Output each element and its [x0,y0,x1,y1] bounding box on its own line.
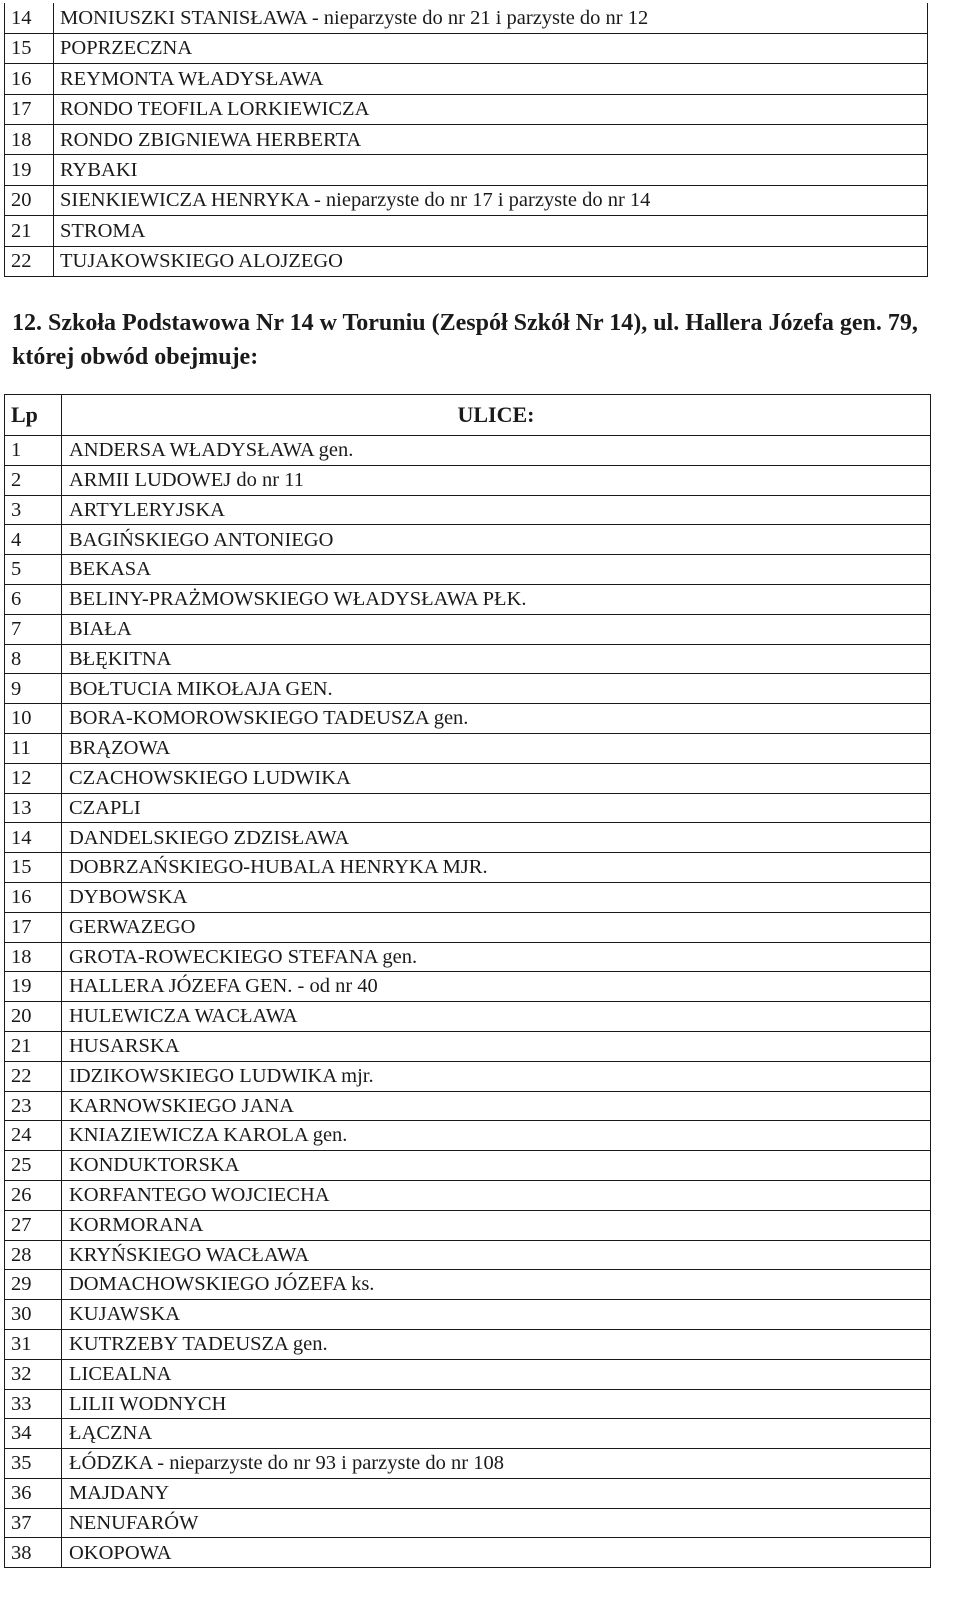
row-number: 32 [5,1359,62,1389]
table-row [5,246,928,276]
street-name: DOBRZAŃSKIEGO-HUBALA HENRYKA MJR. [62,853,931,883]
street-name: RYBAKI [54,155,928,185]
table-row [5,942,931,972]
row-number: 14 [5,3,54,33]
table-row [5,155,928,185]
table-row [5,94,928,124]
row-number: 2 [5,465,62,495]
row-number: 19 [5,972,62,1002]
row-number: 5 [5,555,62,585]
table-row [5,1061,931,1091]
table-row [5,1121,931,1151]
table-row [5,1091,931,1121]
row-number: 4 [5,525,62,555]
table-row [5,1359,931,1389]
street-name: SIENKIEWICZA HENRYKA - nieparzyste do nr 17 i parzyste do nr 14 [54,185,928,215]
table-header-row [5,395,931,436]
table-row [5,823,931,853]
row-number: 25 [5,1151,62,1181]
street-name: RONDO TEOFILA LORKIEWICZA [54,94,928,124]
row-number: 22 [5,246,54,276]
street-name: HUSARSKA [62,1031,931,1061]
row-number: 14 [5,823,62,853]
street-name: BAGIŃSKIEGO ANTONIEGO [62,525,931,555]
table-row [5,1329,931,1359]
street-name: RONDO ZBIGNIEWA HERBERTA [54,125,928,155]
table-row [5,882,931,912]
street-name: HULEWICZA WACŁAWA [62,1002,931,1032]
street-name: HALLERA JÓZEFA GEN. - od nr 40 [62,972,931,1002]
street-table-school-14 [4,394,931,1568]
table-row [5,644,931,674]
street-name: MAJDANY [62,1478,931,1508]
table-row [5,1419,931,1449]
table-row [5,1300,931,1330]
street-name: OKOPOWA [62,1538,931,1568]
header-ulice: ULICE: [62,395,931,436]
table-row [5,584,931,614]
table-row [5,495,931,525]
table-row [5,1389,931,1419]
table-row [5,465,931,495]
table-row [5,912,931,942]
street-name: ŁÓDZKA - nieparzyste do nr 93 i parzyste do nr 108 [62,1449,931,1479]
table-row [5,972,931,1002]
table-row [5,1031,931,1061]
row-number: 19 [5,155,54,185]
street-name: STROMA [54,216,928,246]
row-number: 35 [5,1449,62,1479]
row-number: 30 [5,1300,62,1330]
table-row [5,1508,931,1538]
row-number: 10 [5,704,62,734]
row-number: 3 [5,495,62,525]
street-name: ANDERSA WŁADYSŁAWA gen. [62,436,931,466]
table-row [5,1180,931,1210]
row-number: 11 [5,733,62,763]
table-row [5,64,928,94]
table-row [5,1210,931,1240]
street-name: IDZIKOWSKIEGO LUDWIKA mjr. [62,1061,931,1091]
row-number: 22 [5,1061,62,1091]
table-row [5,1151,931,1181]
row-number: 17 [5,912,62,942]
row-number: 33 [5,1389,62,1419]
street-name: KONDUKTORSKA [62,1151,931,1181]
table-row [5,1240,931,1270]
street-table-continued [4,3,928,277]
table-row [5,185,928,215]
street-name: ARTYLERYJSKA [62,495,931,525]
row-number: 24 [5,1121,62,1151]
row-number: 29 [5,1270,62,1300]
street-name: GROTA-ROWECKIEGO STEFANA gen. [62,942,931,972]
street-name: DOMACHOWSKIEGO JÓZEFA ks. [62,1270,931,1300]
street-name: ŁĄCZNA [62,1419,931,1449]
street-name: KORMORANA [62,1210,931,1240]
table-row [5,853,931,883]
street-name: KORFANTEGO WOJCIECHA [62,1180,931,1210]
street-name: KARNOWSKIEGO JANA [62,1091,931,1121]
row-number: 9 [5,674,62,704]
section-heading: 12. Szkoła Podstawowa Nr 14 w Toruniu (Zespół Szkół Nr 14), ul. Hallera Józefa gen. 79, której obwód obejmuje: [12,310,918,370]
row-number: 18 [5,942,62,972]
street-name: KNIAZIEWICZA KAROLA gen. [62,1121,931,1151]
table-row [5,614,931,644]
table-row [5,763,931,793]
street-name: KUTRZEBY TADEUSZA gen. [62,1329,931,1359]
table-row [5,674,931,704]
row-number: 23 [5,1091,62,1121]
table-row [5,1449,931,1479]
street-name: REYMONTA WŁADYSŁAWA [54,64,928,94]
row-number: 34 [5,1419,62,1449]
row-number: 6 [5,584,62,614]
street-name: BELINY-PRAŻMOWSKIEGO WŁADYSŁAWA PŁK. [62,584,931,614]
street-name: CZACHOWSKIEGO LUDWIKA [62,763,931,793]
street-name: NENUFARÓW [62,1508,931,1538]
street-name: BRĄZOWA [62,733,931,763]
street-name: LILII WODNYCH [62,1389,931,1419]
row-number: 20 [5,185,54,215]
street-name: KUJAWSKA [62,1300,931,1330]
row-number: 28 [5,1240,62,1270]
street-name: BIAŁA [62,614,931,644]
table-row [5,216,928,246]
street-name: LICEALNA [62,1359,931,1389]
row-number: 21 [5,216,54,246]
table-row [5,1002,931,1032]
table-row [5,1538,931,1568]
street-name: DANDELSKIEGO ZDZISŁAWA [62,823,931,853]
street-name: GERWAZEGO [62,912,931,942]
street-name: DYBOWSKA [62,882,931,912]
street-name: ARMII LUDOWEJ do nr 11 [62,465,931,495]
table-row [5,555,931,585]
street-name: POPRZECZNA [54,33,928,63]
table-row [5,3,928,33]
row-number: 38 [5,1538,62,1568]
row-number: 15 [5,853,62,883]
street-name: BOŁTUCIA MIKOŁAJA GEN. [62,674,931,704]
table-row [5,525,931,555]
street-name: BORA-KOMOROWSKIEGO TADEUSZA gen. [62,704,931,734]
row-number: 27 [5,1210,62,1240]
header-lp: Lp [5,395,62,436]
table-row [5,733,931,763]
row-number: 7 [5,614,62,644]
row-number: 21 [5,1031,62,1061]
row-number: 26 [5,1180,62,1210]
street-name: CZAPLI [62,793,931,823]
street-name: BŁĘKITNA [62,644,931,674]
table-row [5,1478,931,1508]
row-number: 1 [5,436,62,466]
row-number: 20 [5,1002,62,1032]
street-name: KRYŃSKIEGO WACŁAWA [62,1240,931,1270]
table-row [5,436,931,466]
row-number: 36 [5,1478,62,1508]
row-number: 31 [5,1329,62,1359]
row-number: 16 [5,64,54,94]
row-number: 13 [5,793,62,823]
street-name: BEKASA [62,555,931,585]
row-number: 12 [5,763,62,793]
table-row [5,125,928,155]
street-name: MONIUSZKI STANISŁAWA - nieparzyste do nr 21 i parzyste do nr 12 [54,3,928,33]
row-number: 15 [5,33,54,63]
table-row [5,33,928,63]
row-number: 18 [5,125,54,155]
street-name: TUJAKOWSKIEGO ALOJZEGO [54,246,928,276]
row-number: 8 [5,644,62,674]
row-number: 17 [5,94,54,124]
table-row [5,704,931,734]
row-number: 16 [5,882,62,912]
row-number: 37 [5,1508,62,1538]
table-row [5,1270,931,1300]
table-row [5,793,931,823]
